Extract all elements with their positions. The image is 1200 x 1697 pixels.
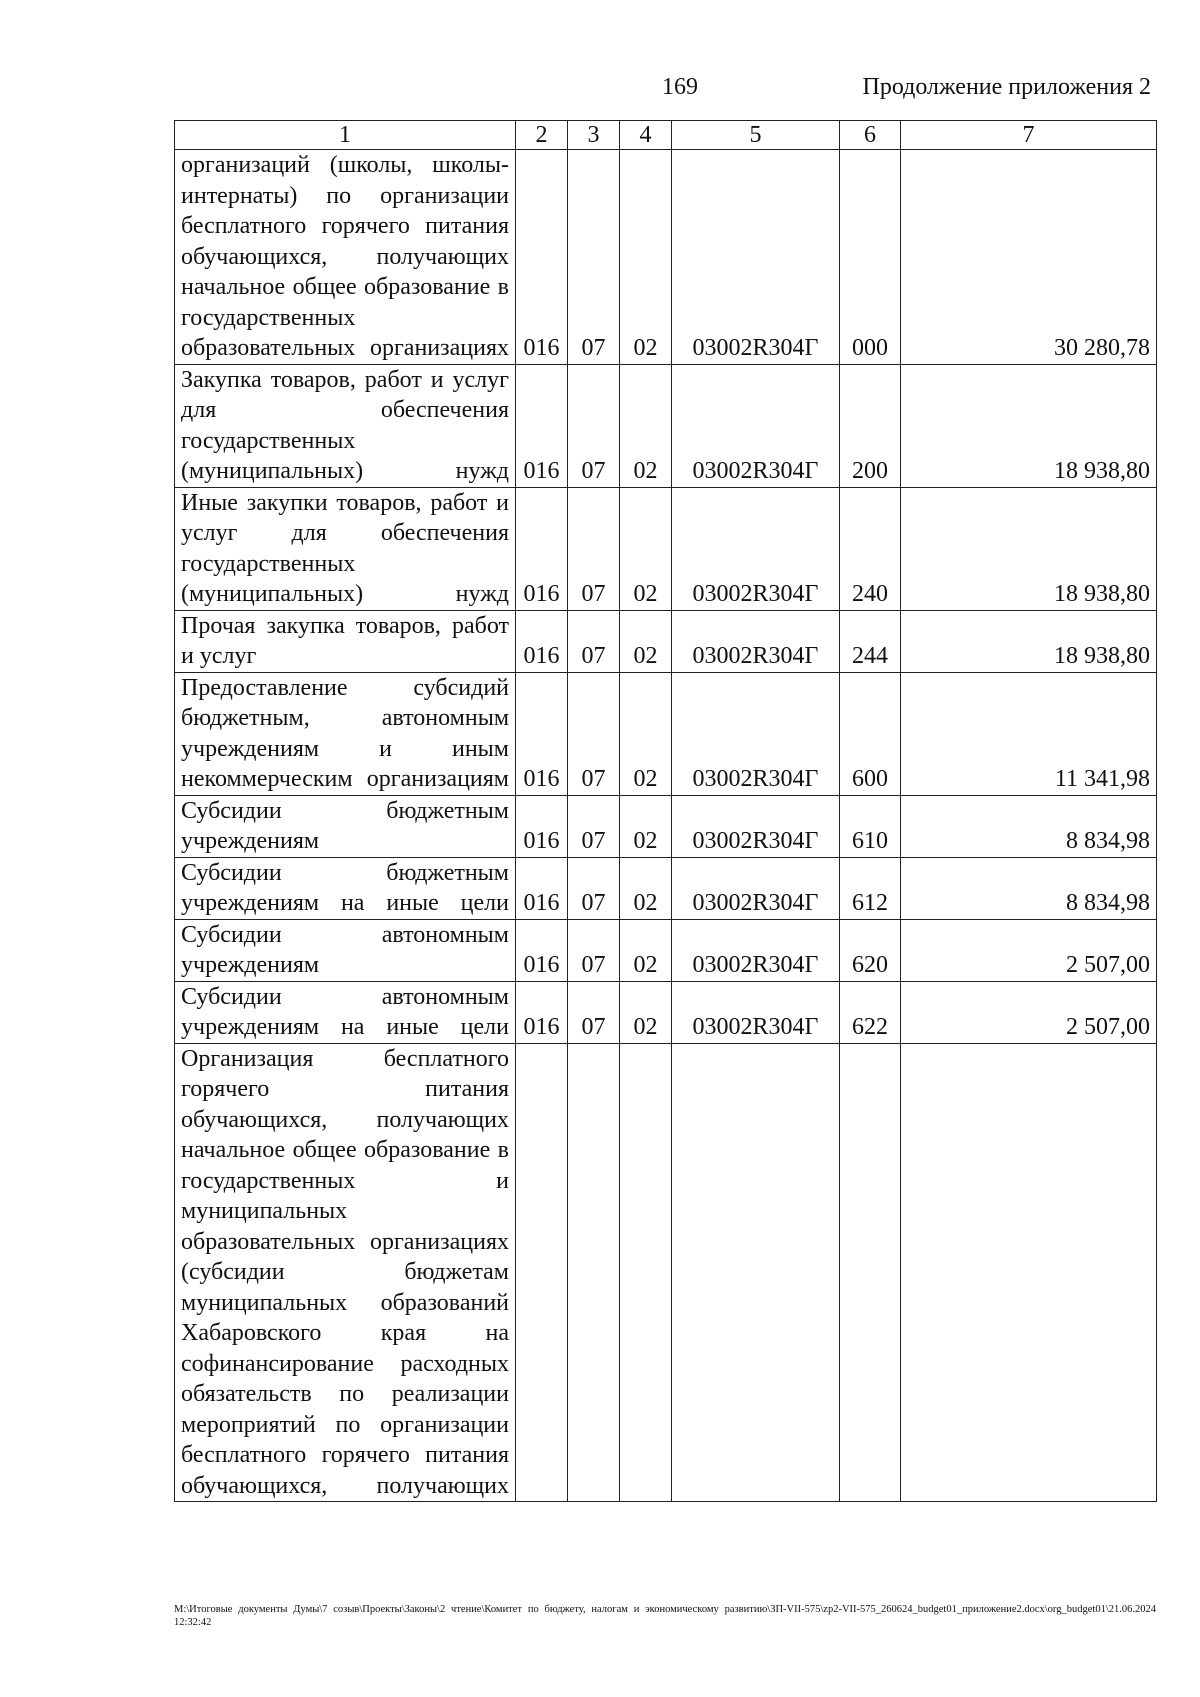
row-subsection-code: 02 <box>620 795 672 857</box>
row-expense-type: 620 <box>840 919 901 981</box>
row-description: Прочая закупка товаров, работ и услуг <box>175 610 516 672</box>
column-header-4: 4 <box>620 121 672 150</box>
row-section-code: 07 <box>568 795 620 857</box>
row-description: Иные закупки товаров, работ и услуг для обеспечения государственных (муниципальных) нужд <box>175 487 516 610</box>
table-header-row <box>175 121 1157 150</box>
row-target-code: 03002R304Г <box>672 981 840 1043</box>
row-expense-type: 600 <box>840 672 901 795</box>
continuation-label: Продолжение приложения 2 <box>862 74 1151 100</box>
table-row <box>175 364 1157 487</box>
row-expense-type: 200 <box>840 364 901 487</box>
row-target-code: 03002R304Г <box>672 857 840 919</box>
row-section-code: 07 <box>568 672 620 795</box>
row-amount: 18 938,80 <box>901 487 1157 610</box>
row-ministry-code: 016 <box>516 857 568 919</box>
row-expense-type: 244 <box>840 610 901 672</box>
row-ministry-code: 016 <box>516 672 568 795</box>
row-ministry-code: 016 <box>516 487 568 610</box>
table-row <box>175 981 1157 1043</box>
document-file-path: M:\Итоговые документы Думы\7 созыв\Проекты\Законы\2 чтение\Комитет по бюджету, налогам и экономическому развитию\ЗП-VII-575\zp2-VII-575_260624_budget01_приложение2.docx\org_budget01\21.06.2024 12:32:42 <box>174 1604 1156 1628</box>
row-expense-type <box>840 1043 901 1502</box>
row-expense-type: 240 <box>840 487 901 610</box>
row-amount: 8 834,98 <box>901 857 1157 919</box>
row-subsection-code: 02 <box>620 487 672 610</box>
row-amount: 2 507,00 <box>901 919 1157 981</box>
row-section-code <box>568 1043 620 1502</box>
row-section-code: 07 <box>568 610 620 672</box>
column-header-1: 1 <box>175 121 516 150</box>
row-subsection-code: 02 <box>620 610 672 672</box>
row-amount: 11 341,98 <box>901 672 1157 795</box>
row-target-code: 03002R304Г <box>672 672 840 795</box>
row-target-code <box>672 1043 840 1502</box>
row-description: Субсидии автономным учреждениям на иные цели <box>175 981 516 1043</box>
row-amount: 2 507,00 <box>901 981 1157 1043</box>
row-subsection-code: 02 <box>620 981 672 1043</box>
table-row <box>175 150 1157 365</box>
row-subsection-code <box>620 1043 672 1502</box>
table-row <box>175 1043 1157 1502</box>
row-amount <box>901 1043 1157 1502</box>
row-description: Закупка товаров, работ и услуг для обеспечения государственных (муниципальных) нужд <box>175 364 516 487</box>
row-subsection-code: 02 <box>620 857 672 919</box>
row-section-code: 07 <box>568 919 620 981</box>
column-header-6: 6 <box>840 121 901 150</box>
row-section-code: 07 <box>568 364 620 487</box>
row-description: Субсидии бюджетным учреждениям <box>175 795 516 857</box>
row-ministry-code: 016 <box>516 919 568 981</box>
row-expense-type: 000 <box>840 150 901 365</box>
row-ministry-code: 016 <box>516 364 568 487</box>
row-expense-type: 610 <box>840 795 901 857</box>
row-target-code: 03002R304Г <box>672 487 840 610</box>
row-target-code: 03002R304Г <box>672 795 840 857</box>
row-description: Организация бесплатного горячего питания обучающихся, получающих начальное общее образование в государственных и муниципальных образовательных организациях (субсидии бюджетам муниципальных образований Хабаровского края на софинансирование расходных обязательств по реализации мероприятий по организации бесплатного горячего питания обучающихся, получающих <box>175 1043 516 1502</box>
row-expense-type: 622 <box>840 981 901 1043</box>
row-ministry-code: 016 <box>516 795 568 857</box>
row-target-code: 03002R304Г <box>672 150 840 365</box>
row-description: Предоставление субсидий бюджетным, автономным учреждениям и иным некоммерческим организациям <box>175 672 516 795</box>
row-description: Субсидии автономным учреждениям <box>175 919 516 981</box>
row-section-code: 07 <box>568 857 620 919</box>
page-number: 169 <box>662 74 698 100</box>
row-ministry-code: 016 <box>516 150 568 365</box>
row-amount: 30 280,78 <box>901 150 1157 365</box>
table-row <box>175 919 1157 981</box>
row-target-code: 03002R304Г <box>672 919 840 981</box>
row-section-code: 07 <box>568 150 620 365</box>
row-section-code: 07 <box>568 487 620 610</box>
column-header-7: 7 <box>901 121 1157 150</box>
row-target-code: 03002R304Г <box>672 610 840 672</box>
row-subsection-code: 02 <box>620 150 672 365</box>
row-section-code: 07 <box>568 981 620 1043</box>
row-ministry-code <box>516 1043 568 1502</box>
row-subsection-code: 02 <box>620 919 672 981</box>
table-row <box>175 857 1157 919</box>
table-row <box>175 672 1157 795</box>
row-ministry-code: 016 <box>516 610 568 672</box>
row-ministry-code: 016 <box>516 981 568 1043</box>
row-amount: 18 938,80 <box>901 364 1157 487</box>
table-row <box>175 795 1157 857</box>
column-header-3: 3 <box>568 121 620 150</box>
budget-table <box>174 120 1157 1502</box>
table-header <box>175 121 1157 150</box>
table-row <box>175 610 1157 672</box>
row-subsection-code: 02 <box>620 672 672 795</box>
row-description: Субсидии бюджетным учреждениям на иные цели <box>175 857 516 919</box>
row-amount: 18 938,80 <box>901 610 1157 672</box>
table-row <box>175 487 1157 610</box>
row-description: организаций (школы, школы-интернаты) по организации бесплатного горячего питания обучающихся, получающих начальное общее образование в государственных образовательных организациях <box>175 150 516 365</box>
row-expense-type: 612 <box>840 857 901 919</box>
row-subsection-code: 02 <box>620 364 672 487</box>
column-header-5: 5 <box>672 121 840 150</box>
row-amount: 8 834,98 <box>901 795 1157 857</box>
row-target-code: 03002R304Г <box>672 364 840 487</box>
column-header-2: 2 <box>516 121 568 150</box>
